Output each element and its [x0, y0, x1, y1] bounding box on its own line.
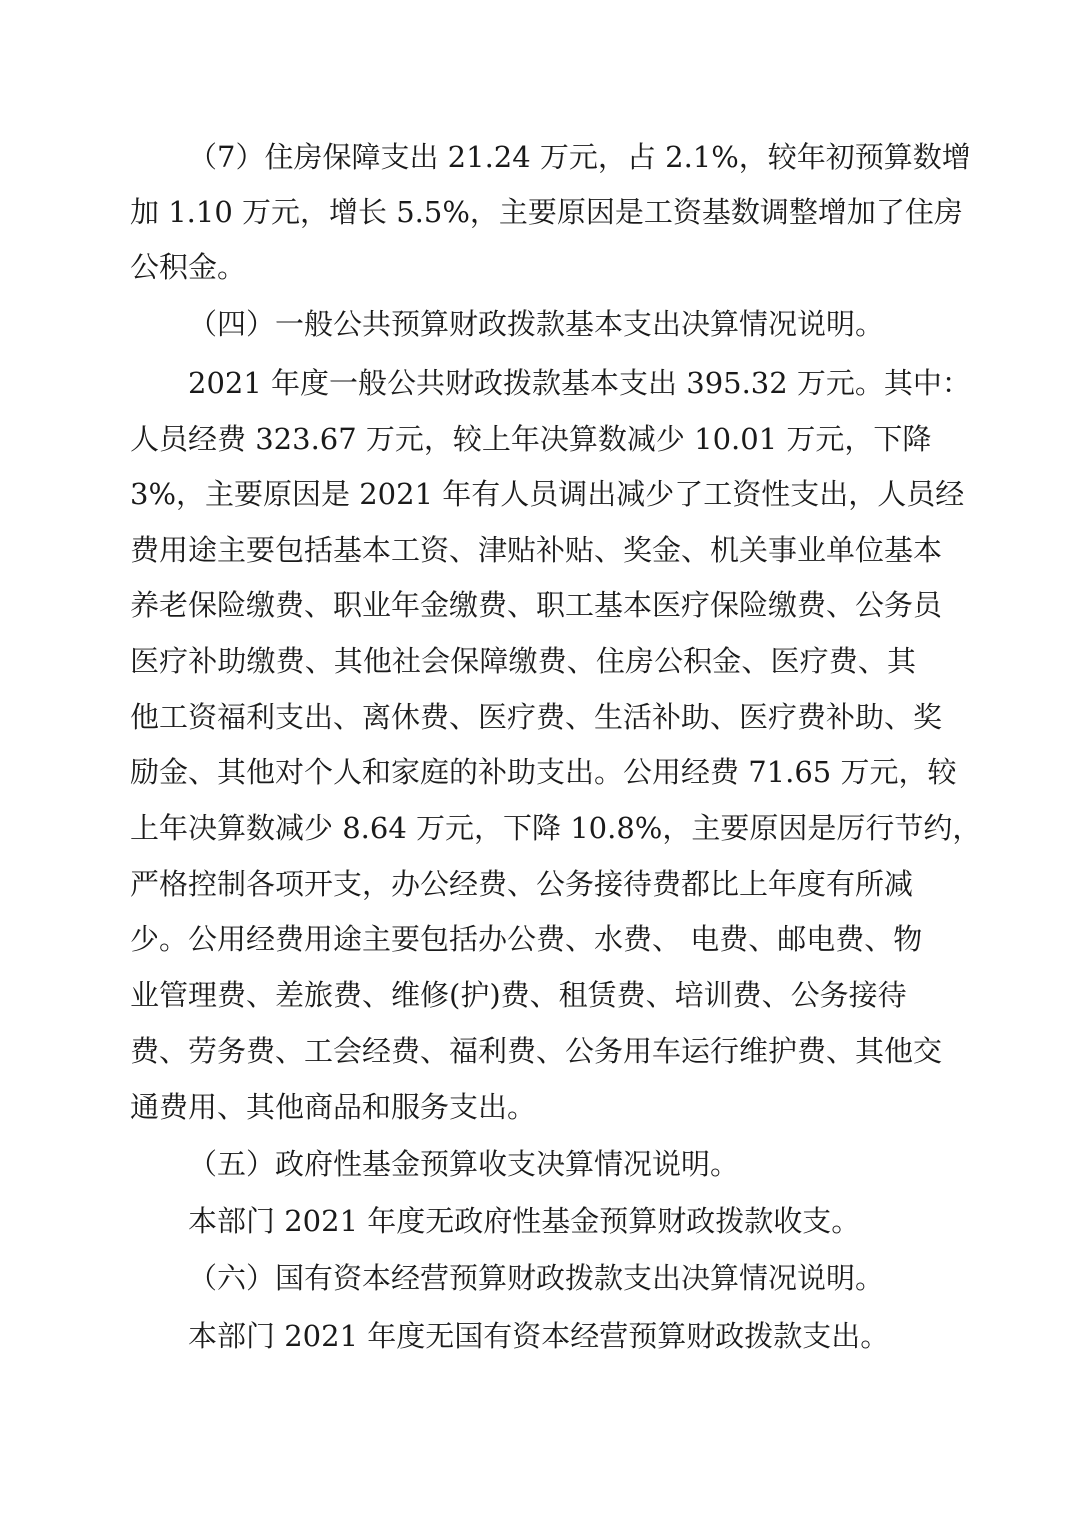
section-heading-state-capital: （六）国有资本经营预算财政拨款支出决算情况说明。	[188, 1261, 885, 1295]
paragraph-basic-expenditure-line-7: 他工资福利支出、离休费、医疗费、生活补助、医疗费补助、奖	[130, 700, 943, 734]
paragraph-basic-expenditure-line-8: 励金、其他对个人和家庭的补助支出。公用经费 71.65 万元，较	[130, 755, 957, 789]
paragraph-basic-expenditure-line-3: 3%，主要原因是 2021 年有人员调出减少了工资性支出，人员经	[130, 477, 965, 511]
paragraph-basic-expenditure-line-10: 严格控制各项开支，办公经费、公务接待费都比上年度有所减	[130, 867, 914, 901]
paragraph-basic-expenditure-line-1: 2021 年度一般公共财政拨款基本支出 395.32 万元。其中：	[188, 366, 971, 400]
paragraph-basic-expenditure-line-6: 医疗补助缴费、其他社会保障缴费、住房公积金、医疗费、其	[130, 644, 916, 678]
paragraph-basic-expenditure-line-14: 通费用、其他商品和服务支出。	[130, 1090, 537, 1124]
paragraph-housing-line-3: 公积金。	[130, 250, 247, 284]
paragraph-state-capital: 本部门 2021 年度无国有资本经营预算财政拨款支出。	[188, 1319, 890, 1353]
section-heading-government-fund: （五）政府性基金预算收支决算情况说明。	[188, 1147, 740, 1181]
paragraph-basic-expenditure-line-5: 养老保险缴费、职业年金缴费、职工基本医疗保险缴费、公务员	[130, 588, 943, 622]
paragraph-housing-line-1: （7）住房保障支出 21.24 万元，占 2.1%，较年初预算数增	[188, 140, 971, 174]
section-heading-basic-expenditure: （四）一般公共预算财政拨款基本支出决算情况说明。	[188, 307, 885, 341]
paragraph-basic-expenditure-line-13: 费、劳务费、工会经费、福利费、公务用车运行维护费、其他交	[130, 1034, 943, 1068]
paragraph-basic-expenditure-line-4: 费用途主要包括基本工资、津贴补贴、奖金、机关事业单位基本	[130, 533, 943, 567]
paragraph-housing-line-2: 加 1.10 万元，增长 5.5%，主要原因是工资基数调整增加了住房	[130, 195, 963, 229]
paragraph-government-fund: 本部门 2021 年度无政府性基金预算财政拨款收支。	[188, 1204, 861, 1238]
paragraph-basic-expenditure-line-12: 业管理费、差旅费、维修(护)费、租赁费、培训费、公务接待	[130, 978, 907, 1012]
paragraph-basic-expenditure-line-2: 人员经费 323.67 万元，较上年决算数减少 10.01 万元，下降	[130, 422, 932, 456]
paragraph-basic-expenditure-line-11: 少。公用经费用途主要包括办公费、水费、 电费、邮电费、物	[130, 922, 923, 956]
paragraph-basic-expenditure-line-9: 上年决算数减少 8.64 万元，下降 10.8%，主要原因是厉行节约，	[130, 811, 982, 845]
